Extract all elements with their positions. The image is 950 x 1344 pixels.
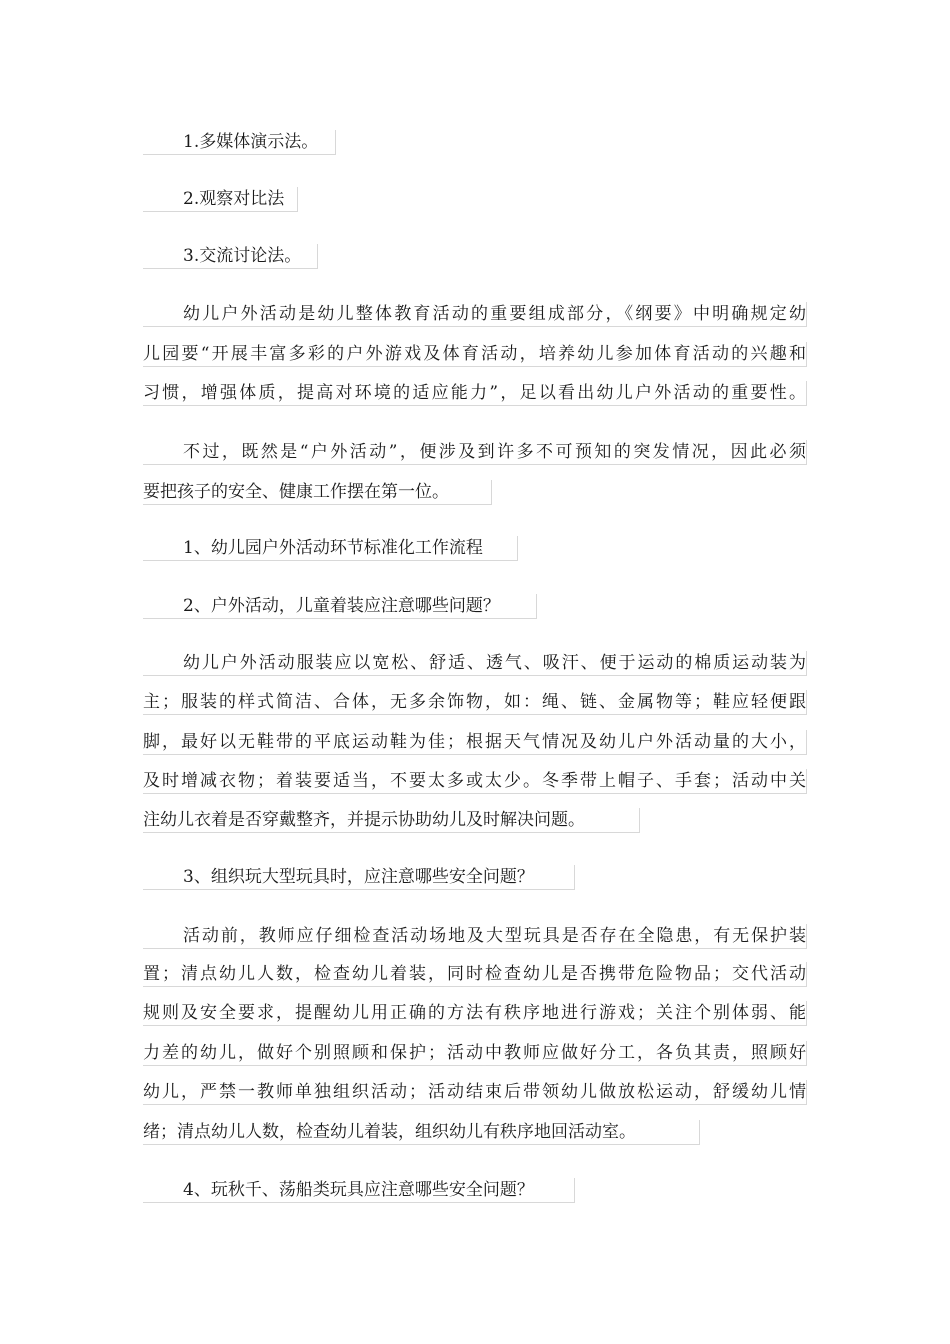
method-item: 1.多媒体演示法。 (143, 130, 336, 155)
toys-line: 幼儿，严禁一教师单独组织活动；活动结束后带领幼儿做放松运动，舒缓幼儿情 (143, 1080, 807, 1105)
clothing-line: 主；服装的样式简洁、合体，无多余饰物，如：绳、链、金属物等；鞋应轻便跟 (143, 690, 807, 715)
intro-line: 儿园要“开展丰富多彩的户外游戏及体育活动，培养幼儿参加体育活动的兴趣和 (143, 342, 807, 367)
clothing-line: 注幼儿衣着是否穿戴整齐，并提示协助幼儿及时解决问题。 (143, 808, 640, 833)
section-heading: 3、组织玩大型玩具时，应注意哪些安全问题？ (143, 865, 575, 890)
toys-line: 规则及安全要求，提醒幼儿用正确的方法有秩序地进行游戏；关注个别体弱、能 (143, 1001, 807, 1026)
method-item: 3.交流讨论法。 (143, 244, 318, 269)
safety-line: 要把孩子的安全、健康工作摆在第一位。 (143, 480, 492, 505)
toys-line: 绪；清点幼儿人数，检查幼儿着装，组织幼儿有秩序地回活动室。 (143, 1120, 700, 1145)
method-item: 2.观察对比法 (143, 187, 298, 212)
toys-line: 置；清点幼儿人数，检查幼儿着装，同时检查幼儿是否携带危险物品；交代活动 (143, 962, 807, 987)
clothing-line: 及时增减衣物；着装要适当，不要太多或太少。冬季带上帽子、手套；活动中关 (143, 769, 807, 794)
clothing-line: 幼儿户外活动服装应以宽松、舒适、透气、吸汗、便于运动的棉质运动装为 (143, 651, 807, 676)
section-heading: 2、户外活动，儿童着装应注意哪些问题？ (143, 594, 537, 619)
toys-line: 活动前，教师应仔细检查活动场地及大型玩具是否存在全隐患，有无保护装 (143, 924, 807, 949)
section-heading: 1、幼儿园户外活动环节标准化工作流程 (143, 536, 518, 561)
intro-line: 幼儿户外活动是幼儿整体教育活动的重要组成部分，《纲要》中明确规定幼 (143, 302, 807, 327)
section-heading: 4、玩秋千、荡船类玩具应注意哪些安全问题？ (143, 1178, 575, 1203)
toys-line: 力差的幼儿，做好个别照顾和保护；活动中教师应做好分工，各负其责，照顾好 (143, 1041, 807, 1066)
safety-line: 不过，既然是“户外活动”，便涉及到许多不可预知的突发情况，因此必须 (143, 440, 807, 465)
intro-line: 习惯，增强体质，提高对环境的适应能力”，足以看出幼儿户外活动的重要性。 (143, 381, 807, 406)
clothing-line: 脚，最好以无鞋带的平底运动鞋为佳；根据天气情况及幼儿户外活动量的大小， (143, 730, 807, 755)
